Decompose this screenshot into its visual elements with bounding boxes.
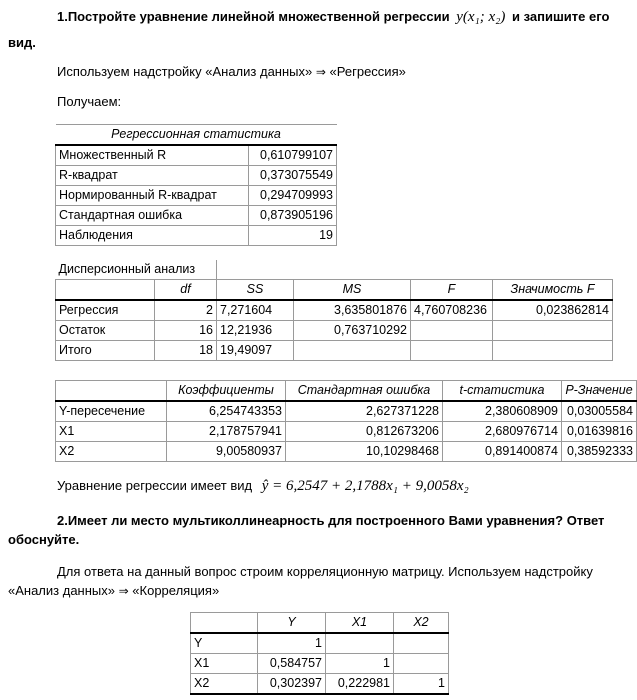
coef-cell: X1 (56, 422, 167, 442)
table-row (56, 442, 637, 462)
implies-arrow-icon: ⇒ (118, 584, 129, 598)
anova-cell: 0,023862814 (493, 300, 613, 321)
heading-question-1-text: 1.Постройте уравнение линейной множественной регрессии (57, 9, 450, 24)
corr-cell: 0,302397 (258, 674, 326, 695)
stat-value: 0,294709993 (249, 186, 337, 206)
anova-cell (294, 341, 411, 361)
paragraph-correlation-line2 (8, 583, 219, 598)
coef-cell: Y-пересечение (56, 401, 167, 422)
equation-label: Уравнение регрессии имеет вид (57, 478, 253, 493)
coef-cell: 2,380608909 (443, 401, 562, 422)
corr-cell: 0,222981 (326, 674, 394, 695)
coef-header: t-статистика (443, 381, 562, 402)
coef-cell: 0,03005584 (562, 401, 637, 422)
coef-cell: 2,627371228 (286, 401, 443, 422)
corr-cell (394, 633, 449, 654)
anova-header-row (56, 280, 613, 301)
table-row (56, 186, 337, 206)
correlation-table (190, 612, 449, 695)
anova-cell: Итого (56, 341, 155, 361)
addin-line-regression (57, 64, 406, 79)
coef-header: Стандартная ошибка (286, 381, 443, 402)
stat-value: 0,873905196 (249, 206, 337, 226)
anova-header: F (411, 280, 493, 301)
corr-header (191, 613, 258, 634)
coef-cell: 2,680976714 (443, 422, 562, 442)
table-row (56, 321, 613, 341)
anova-cell: 7,271604 (217, 300, 294, 321)
table-row (56, 422, 637, 442)
anova-title-filler (217, 260, 613, 280)
anova-table (55, 260, 613, 361)
anova-header: SS (217, 280, 294, 301)
corr-cell: X1 (191, 654, 258, 674)
coef-header (56, 381, 167, 402)
heading-question-1-suffix: и запишите его (512, 9, 610, 24)
corr-header: X2 (394, 613, 449, 634)
anova-cell (493, 341, 613, 361)
coefficients-table (55, 380, 637, 462)
coef-cell: 0,891400874 (443, 442, 562, 462)
heading-question-1-continuation: вид. (8, 35, 36, 50)
regression-stats-title: Регрессионная статистика (56, 125, 337, 146)
corr-cell (326, 633, 394, 654)
addin-tail: «Регрессия» (329, 64, 406, 79)
anova-cell: 19,49097 (217, 341, 294, 361)
anova-cell: 18 (155, 341, 217, 361)
table-row (191, 633, 449, 654)
heading-question-2-continuation: обоснуйте. (8, 532, 80, 547)
anova-title: Дисперсионный анализ (56, 260, 217, 280)
anova-cell: 2 (155, 300, 217, 321)
table-row (56, 206, 337, 226)
corr-cell: 1 (394, 674, 449, 695)
addin-text: Используем надстройку «Анализ данных» (57, 64, 313, 79)
table-row (56, 226, 337, 246)
heading-formula: y(x₁; x₂) (456, 9, 506, 25)
corr-cell: 1 (326, 654, 394, 674)
coef-cell: X2 (56, 442, 167, 462)
stat-label: Множественный R (56, 145, 249, 166)
coef-cell: 9,00580937 (167, 442, 286, 462)
corr-cell: Y (191, 633, 258, 654)
anova-header: df (155, 280, 217, 301)
anova-cell: 4,760708236 (411, 300, 493, 321)
corr-header: Y (258, 613, 326, 634)
addin-text: «Анализ данных» (8, 583, 115, 598)
heading-question-1 (57, 9, 609, 26)
anova-cell (411, 341, 493, 361)
result-label: Получаем: (57, 94, 122, 109)
stat-label: Наблюдения (56, 226, 249, 246)
anova-cell: 16 (155, 321, 217, 341)
coef-cell: 0,812673206 (286, 422, 443, 442)
corr-header: X1 (326, 613, 394, 634)
table-row (191, 674, 449, 695)
anova-cell: 3,635801876 (294, 300, 411, 321)
paragraph-correlation: Для ответа на данный вопрос строим корреляционную матрицу. Используем надстройку (57, 564, 593, 579)
table-row (56, 166, 337, 186)
coef-header: Коэффициенты (167, 381, 286, 402)
correlation-header-row (191, 613, 449, 634)
addin-tail: «Корреляция» (132, 583, 220, 598)
coef-cell: 10,10298468 (286, 442, 443, 462)
stat-value: 0,373075549 (249, 166, 337, 186)
stat-label: Стандартная ошибка (56, 206, 249, 226)
anova-cell (493, 321, 613, 341)
stat-label: R-квадрат (56, 166, 249, 186)
regression-stats-table (55, 124, 337, 246)
coef-cell: 2,178757941 (167, 422, 286, 442)
coef-cell: 0,38592333 (562, 442, 637, 462)
corr-cell (394, 654, 449, 674)
coef-cell: 0,01639816 (562, 422, 637, 442)
anova-header (56, 280, 155, 301)
corr-cell: 0,584757 (258, 654, 326, 674)
table-row (56, 401, 637, 422)
regression-equation: ŷ = 6,2547 + 2,1788x₁ + 9,0058x₂ (261, 478, 469, 494)
corr-cell: 1 (258, 633, 326, 654)
table-row (56, 341, 613, 361)
anova-header: Значимость F (493, 280, 613, 301)
stat-label: Нормированный R-квадрат (56, 186, 249, 206)
anova-header: MS (294, 280, 411, 301)
stat-value: 19 (249, 226, 337, 246)
coef-header: P-Значение (562, 381, 637, 402)
corr-cell: X2 (191, 674, 258, 695)
table-row (56, 300, 613, 321)
heading-question-2: 2.Имеет ли место мультиколлинеарность для построенного Вами уравнения? Ответ (57, 513, 605, 528)
anova-cell: 12,21936 (217, 321, 294, 341)
coef-cell: 6,254743353 (167, 401, 286, 422)
stat-value: 0,610799107 (249, 145, 337, 166)
anova-cell: Остаток (56, 321, 155, 341)
coefficients-header-row (56, 381, 637, 402)
table-row (56, 145, 337, 166)
anova-cell (411, 321, 493, 341)
implies-arrow-icon: ⇒ (315, 65, 326, 79)
anova-cell: Регрессия (56, 300, 155, 321)
table-row (191, 654, 449, 674)
anova-cell: 0,763710292 (294, 321, 411, 341)
equation-line (57, 478, 469, 495)
